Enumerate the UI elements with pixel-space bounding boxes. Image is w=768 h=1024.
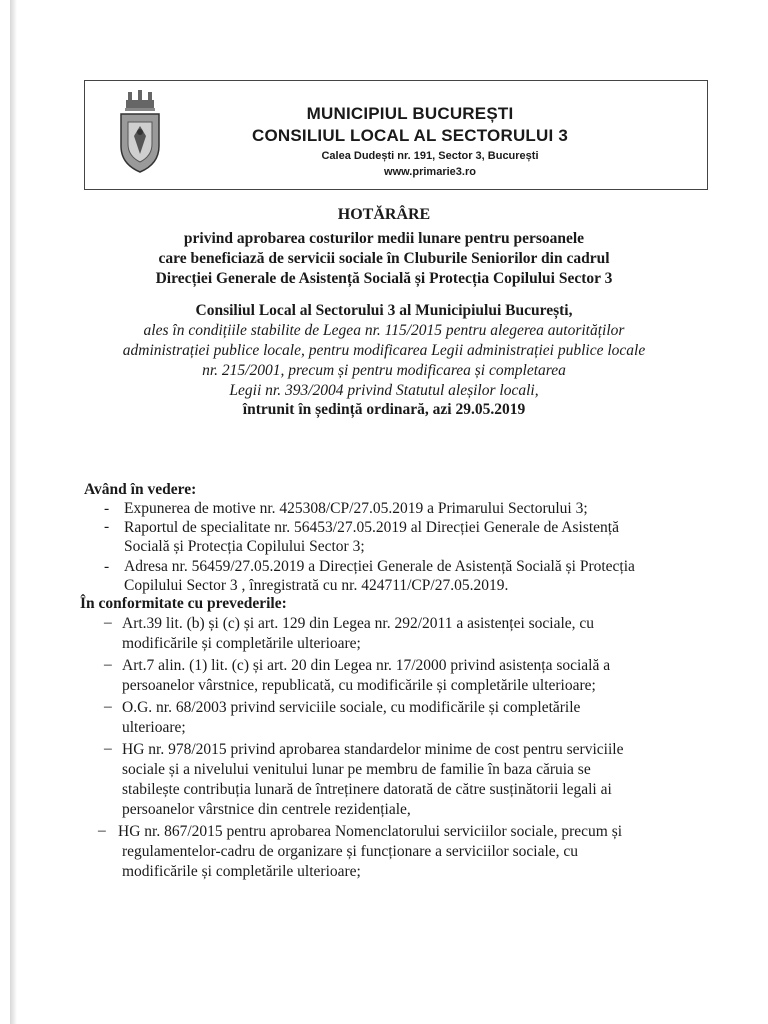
list-dash: - <box>104 518 110 535</box>
address-line: Calea Dudești nr. 191, Sector 3, București <box>321 150 539 162</box>
council-title: CONSILIUL LOCAL AL SECTORULUI 3 <box>251 126 568 145</box>
list-item-line: persoanelor vârstnice din centrele rezidențiale, <box>122 801 411 818</box>
decision-subject-line: Direcției Generale de Asistență Socială și Protecția Copilului Sector 3 <box>155 270 613 287</box>
list-item-line: HG nr. 867/2015 pentru aprobarea Nomenclatorului serviciilor sociale, precum și <box>118 823 623 840</box>
council-elected-line: administrației publice locale, pentru modificarea Legii administrației publice locale <box>122 342 646 359</box>
list-item-line: ulterioare; <box>122 719 186 736</box>
list-dash: - <box>104 500 110 517</box>
considering-heading: Având în vedere: <box>84 481 197 498</box>
council-elected-line: ales în condițiile stabilite de Legea nr. 115/2015 pentru alegerea autorităților <box>143 322 625 339</box>
conformity-heading: În conformitate cu prevederile: <box>80 595 287 612</box>
list-dash: – <box>98 822 106 839</box>
list-item-line: modificările și completările ulterioare; <box>122 863 361 880</box>
list-item-line: persoanelor vârstnice, republicată, cu modificările și completările ulterioare; <box>122 677 596 694</box>
list-dash: – <box>104 656 112 673</box>
list-item-line: Art.39 lit. (b) și (c) și art. 129 din Legea nr. 292/2011 a asistenței sociale, cu <box>122 615 595 632</box>
list-item-line: O.G. nr. 68/2003 privind serviciile sociale, cu modificările și completările <box>122 699 581 716</box>
list-item-line: modificările și completările ulterioare; <box>122 635 361 652</box>
list-item-line: HG nr. 978/2015 privind aprobarea standardelor minime de cost pentru serviciile <box>122 741 624 758</box>
municipality-title: MUNICIPIUL BUCUREȘTI <box>306 104 514 123</box>
coat-of-arms-icon <box>117 88 163 176</box>
list-dash: – <box>104 740 112 757</box>
list-item-line: Socială și Protecția Copilului Sector 3; <box>124 538 365 555</box>
list-item-line: stabilește contribuția lunară de întreținere datorată de către susținătorii legali ai <box>122 781 612 798</box>
decision-heading: HOTĂRÂRE <box>337 206 431 223</box>
list-dash: – <box>104 698 112 715</box>
meeting-line: întrunit în ședință ordinară, azi 29.05.2019 <box>242 401 526 418</box>
scan-edge-shadow <box>10 0 17 1024</box>
list-item-line: regulamentelor-cadru de organizare și funcționare a serviciilor sociale, cu <box>122 843 579 860</box>
council-name: Consiliul Local al Sectorului 3 al Municipiului București, <box>195 302 573 319</box>
decision-subject-line: care beneficiază de servicii sociale în Cluburile Seniorilor din cadrul <box>158 250 610 267</box>
list-item-line: sociale și a nivelului venitului lunar pe membru de familie în baza căruia se <box>122 761 591 778</box>
list-item-line: Raportul de specialitate nr. 56453/27.05.2019 al Direcției Generale de Asistență <box>124 519 619 536</box>
list-item-line: Expunerea de motive nr. 425308/CP/27.05.2019 a Primarului Sectorului 3; <box>124 500 588 517</box>
decision-subject-line: privind aprobarea costurilor medii lunare pentru persoanele <box>183 230 585 247</box>
list-item-line: Art.7 alin. (1) lit. (c) și art. 20 din Legea nr. 17/2000 privind asistența socială a <box>122 657 611 674</box>
list-item-line: Adresa nr. 56459/27.05.2019 a Direcției Generale de Asistență Socială și Protecția <box>124 558 635 575</box>
council-elected-line: Legii nr. 393/2004 privind Statutul aleșilor locali, <box>229 382 539 399</box>
list-dash: – <box>104 614 112 631</box>
list-item-line: Copilului Sector 3 , înregistrată cu nr. 424711/CP/27.05.2019. <box>124 577 509 594</box>
list-dash: - <box>104 558 110 575</box>
council-elected-line: nr. 215/2001, precum și pentru modificarea și completarea <box>202 362 566 379</box>
website-link[interactable]: www.primarie3.ro <box>384 166 476 178</box>
